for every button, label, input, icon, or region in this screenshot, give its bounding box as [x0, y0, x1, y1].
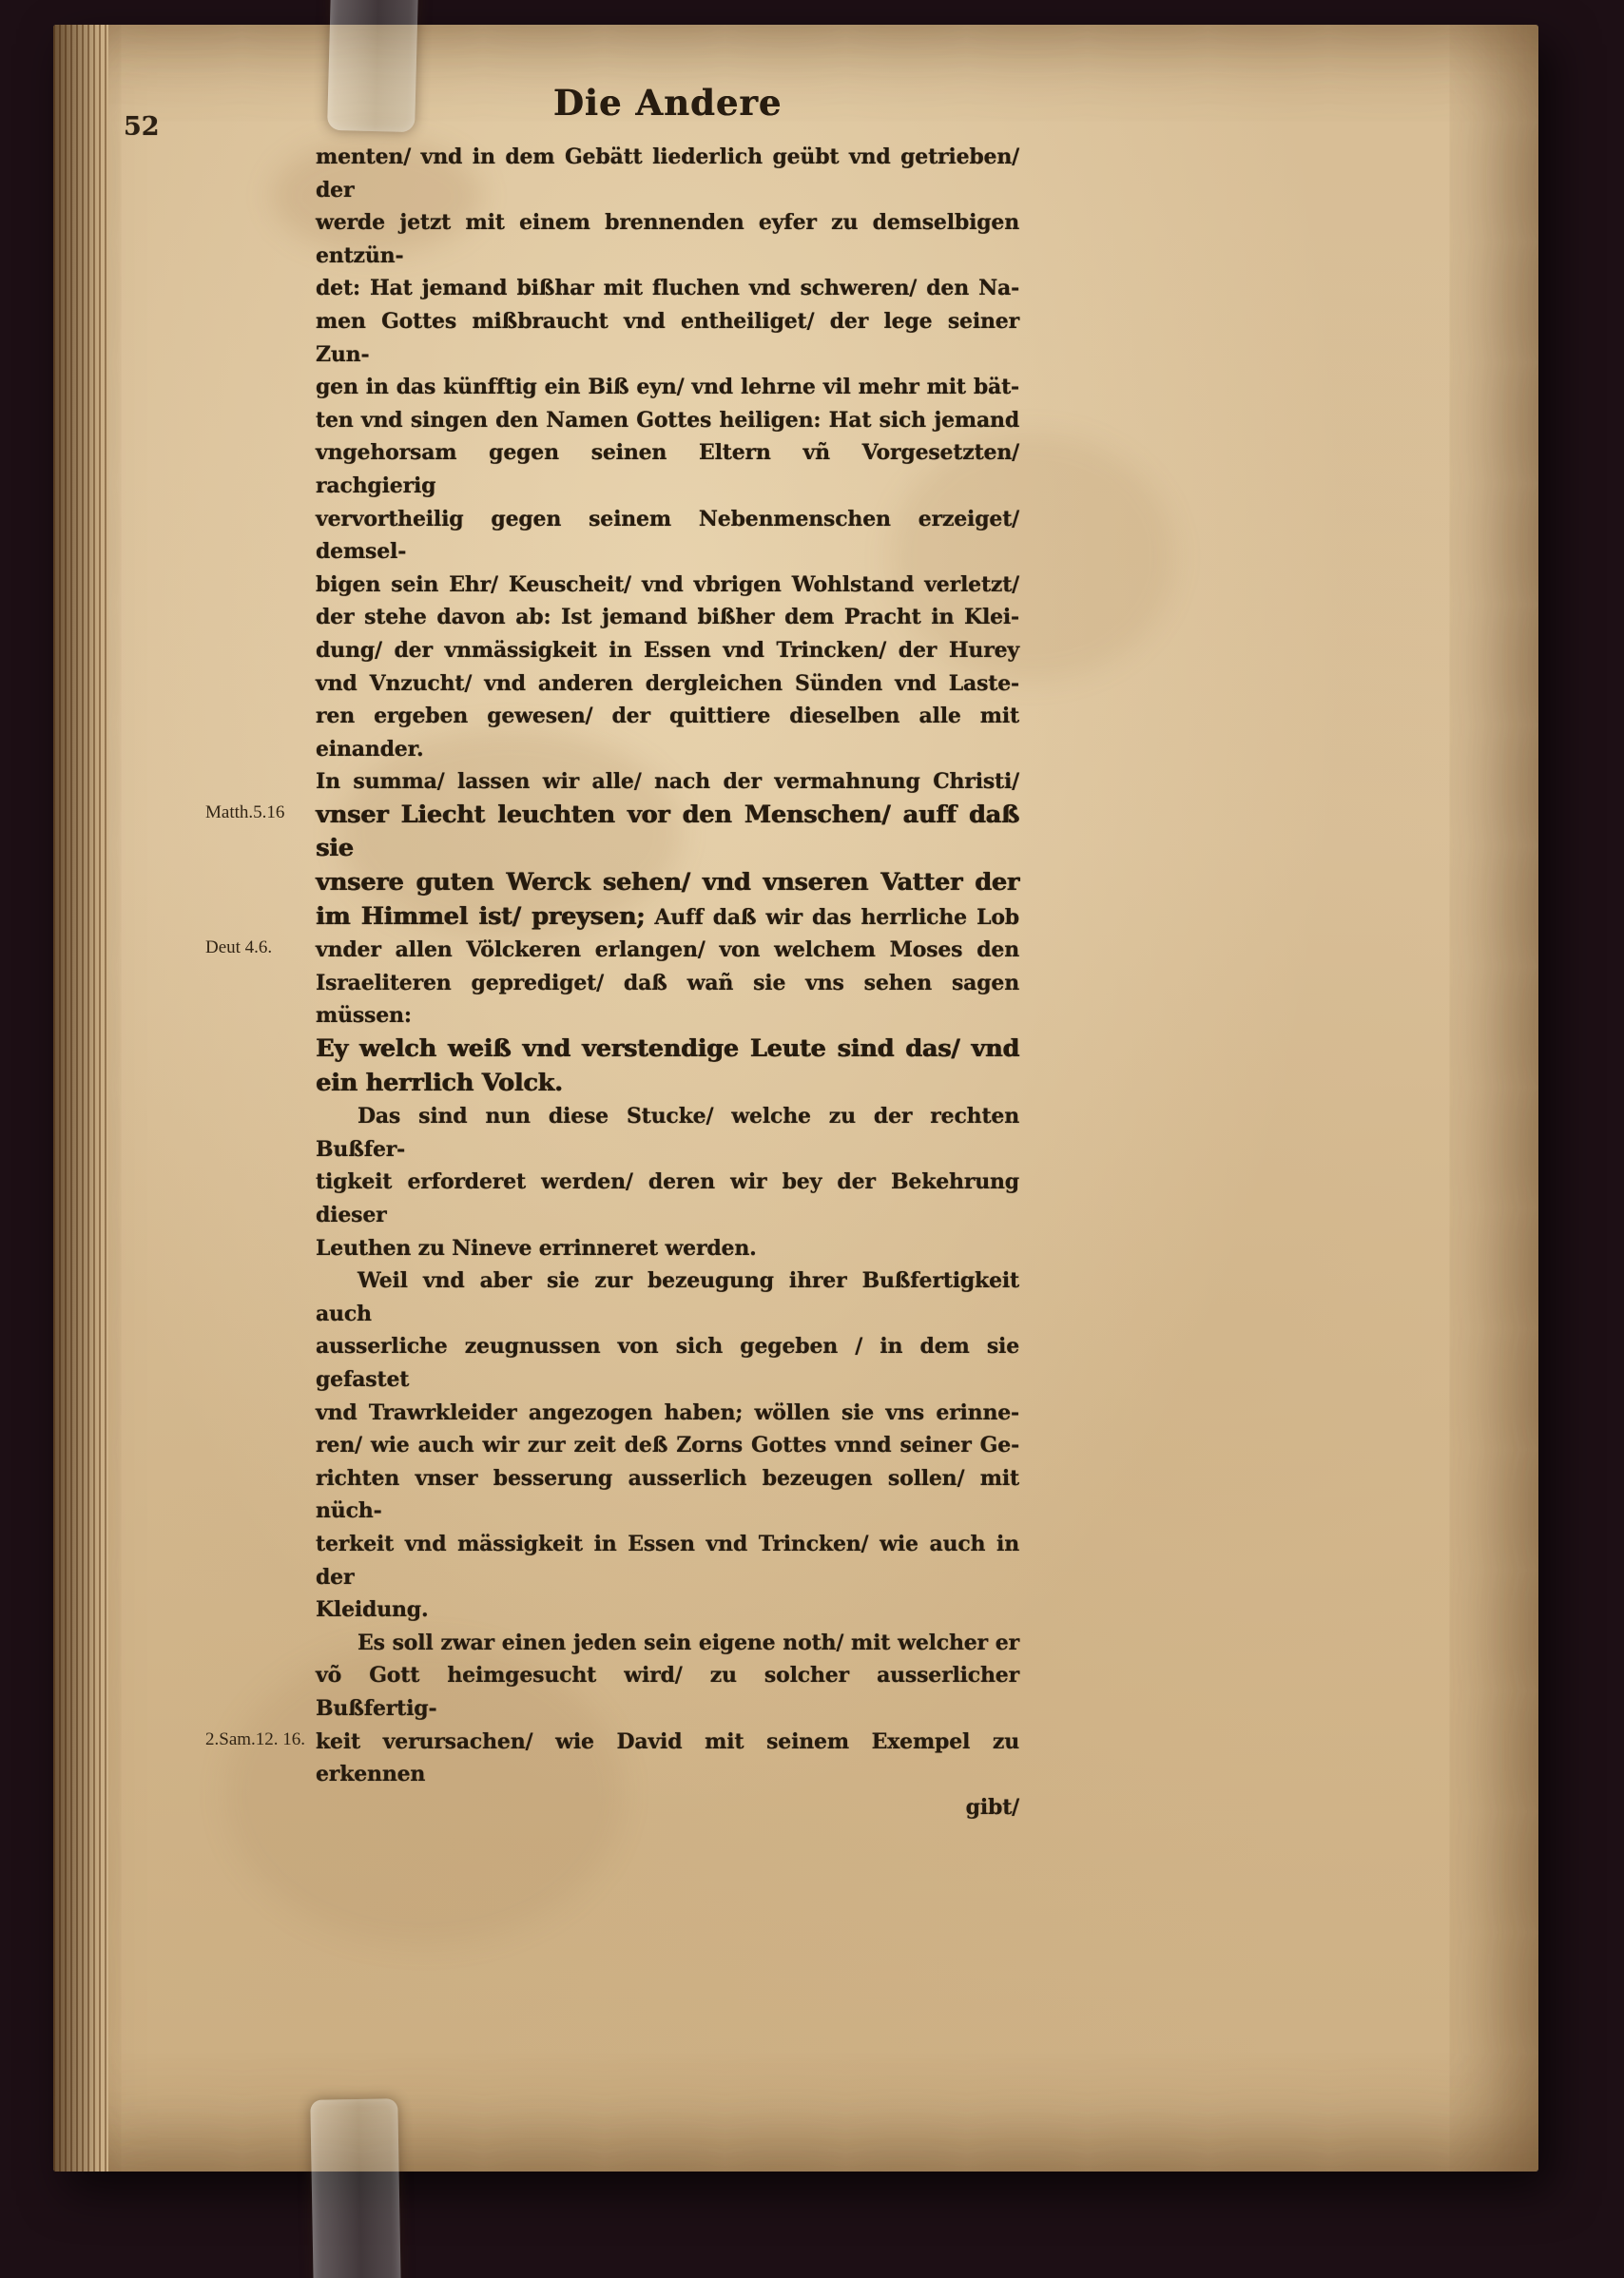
running-header: Die Andere — [552, 82, 783, 124]
text-segment: det: Hat jemand bißhar mit fluchen vnd schweren/ den Na- — [316, 276, 1019, 301]
text-segment: tigkeit erforderet werden/ deren wir bey der Bekehrung dieser — [316, 1169, 1019, 1227]
text-segment: dung/ der vnmässigkeit in Essen vnd Trincken/ der Hurey — [316, 637, 1019, 663]
text-segment: Auff daß wir das herrliche Lob — [645, 904, 1019, 930]
text-line — [316, 1627, 1019, 1660]
book-page — [53, 25, 1538, 2172]
text-line — [316, 1100, 1019, 1166]
text-segment: vnd Vnzucht/ vnd anderen dergleichen Sünden vnd Laste- — [316, 670, 1019, 696]
text-line — [205, 934, 1019, 967]
margin-note: Matth.5.16 — [205, 801, 285, 822]
text-segment: Leuthen zu Nineve errinneret werden. — [316, 1235, 757, 1261]
text-segment: In summa/ lassen wir alle/ nach der vermahnung Christi/ — [316, 769, 1019, 795]
text-line — [316, 634, 1019, 667]
text-line — [316, 1330, 1019, 1396]
text-line — [316, 601, 1019, 634]
text-line — [316, 503, 1019, 569]
text-line — [316, 1659, 1019, 1725]
text-line — [316, 1429, 1019, 1462]
text-segment: Es soll zwar einen jeden sein eigene noth/ mit welcher er — [358, 1630, 1019, 1655]
text-segment: vnsere guten Werck sehen/ vnd vnseren Vatter der — [316, 868, 1019, 898]
text-line — [205, 799, 1019, 866]
text-line — [316, 967, 1019, 1033]
page-stack-edges — [53, 25, 108, 2172]
text-line — [316, 765, 1019, 799]
margin-note: 2.Sam.12. 16. — [205, 1728, 306, 1749]
text-line — [316, 900, 1019, 935]
text-line — [316, 1462, 1019, 1528]
text-segment: gen in das künfftig ein Biß eyn/ vnd lehrne vil mehr mit bät- — [316, 375, 1019, 400]
text-line — [316, 404, 1019, 437]
text-segment: keit verursachen/ wie David mit seinem Exempel zu erkennen — [316, 1728, 1019, 1787]
text-segment: Weil vnd aber sie zur bezeugung ihrer Bußfertigkeit auch — [316, 1268, 1019, 1326]
text-segment: men Gottes mißbraucht vnd entheiliget/ der lege seiner Zun- — [316, 308, 1019, 367]
text-segment: vnd Trawrkleider angezogen haben; wöllen sie vns erinne- — [316, 1400, 1019, 1425]
text-segment: Ey welch weiß vnd verstendige Leute sind das/ vnd — [316, 1034, 1019, 1064]
text-line — [316, 700, 1019, 765]
text-line — [316, 1397, 1019, 1430]
text-line — [316, 1033, 1019, 1067]
text-line — [316, 1166, 1019, 1231]
text-segment: werde jetzt mit einem brennenden eyfer zu demselbigen entzün- — [316, 210, 1019, 268]
text-segment: Kleidung. — [316, 1597, 429, 1623]
text-line — [316, 206, 1019, 272]
text-segment: ein herrlich Volck. — [316, 1068, 563, 1097]
text-segment: richten vnser besserung ausserlich bezeugen sollen/ mit nüch- — [316, 1465, 1019, 1524]
text-block — [205, 141, 1019, 1824]
text-segment: Das sind nun diese Stucke/ welche zu der rechten Bußfer- — [316, 1104, 1019, 1162]
text-line — [316, 569, 1019, 602]
text-segment: vngehorsam gegen seinen Eltern vñ Vorgesetzten/ rachgierig — [316, 440, 1019, 498]
film-strip-top — [327, 0, 418, 132]
text-line — [316, 1067, 1019, 1101]
text-segment: ren/ wie auch wir zur zeit deß Zorns Gottes vnnd seiner Ge- — [316, 1433, 1019, 1458]
text-line — [316, 1528, 1019, 1593]
margin-note: Deut 4.6. — [205, 937, 273, 958]
text-segment: terkeit vnd mässigkeit in Essen vnd Trincken/ wie auch in der — [316, 1531, 1019, 1590]
text-line — [205, 1726, 1019, 1791]
body-lines — [205, 141, 1019, 1791]
text-segment: ren ergeben gewesen/ der quittiere dieselben alle mit einander. — [316, 704, 1019, 762]
text-segment: ausserliche zeugnussen von sich gegeben / in dem sie gefastet — [316, 1334, 1019, 1392]
text-segment: menten/ vnd in dem Gebätt liederlich geübt vnd getrieben/ der — [316, 145, 1019, 203]
text-segment: ten vnd singen den Namen Gottes heiligen: Hat sich jemand — [316, 407, 1019, 433]
text-segment: vervortheilig gegen seinem Nebenmenschen erzeiget/ demsel- — [316, 506, 1019, 565]
text-line — [316, 866, 1019, 900]
text-segment: bigen sein Ehr/ Keuscheit/ vnd vbrigen Wohlstand verletzt/ — [316, 571, 1019, 597]
text-line — [316, 371, 1019, 404]
catchword: gibt/ — [965, 1794, 1019, 1820]
text-segment: im Himmel ist/ preysen; — [316, 901, 646, 931]
text-segment: Israeliteren geprediget/ daß wañ sie vns sehen sagen müssen: — [316, 970, 1019, 1029]
text-line — [316, 1264, 1019, 1330]
text-line — [316, 272, 1019, 305]
text-line — [316, 305, 1019, 371]
text-line — [316, 436, 1019, 502]
text-line — [316, 141, 1019, 206]
text-segment: vnder allen Völckeren erlangen/ von welchem Moses den — [316, 937, 1019, 963]
text-line — [316, 1232, 1019, 1265]
text-line — [316, 667, 1019, 701]
text-segment: vnser Liecht leuchten vor den Menschen/ auff daß sie — [316, 800, 1019, 863]
film-strip-bottom — [310, 2098, 400, 2278]
page-number: 52 — [124, 112, 160, 142]
text-segment: der stehe davon ab: Ist jemand bißher dem Pracht in Klei- — [316, 605, 1019, 630]
text-line — [316, 1593, 1019, 1627]
text-segment: võ Gott heimgesucht wird/ zu solcher ausserlicher Bußfertig- — [316, 1663, 1019, 1721]
